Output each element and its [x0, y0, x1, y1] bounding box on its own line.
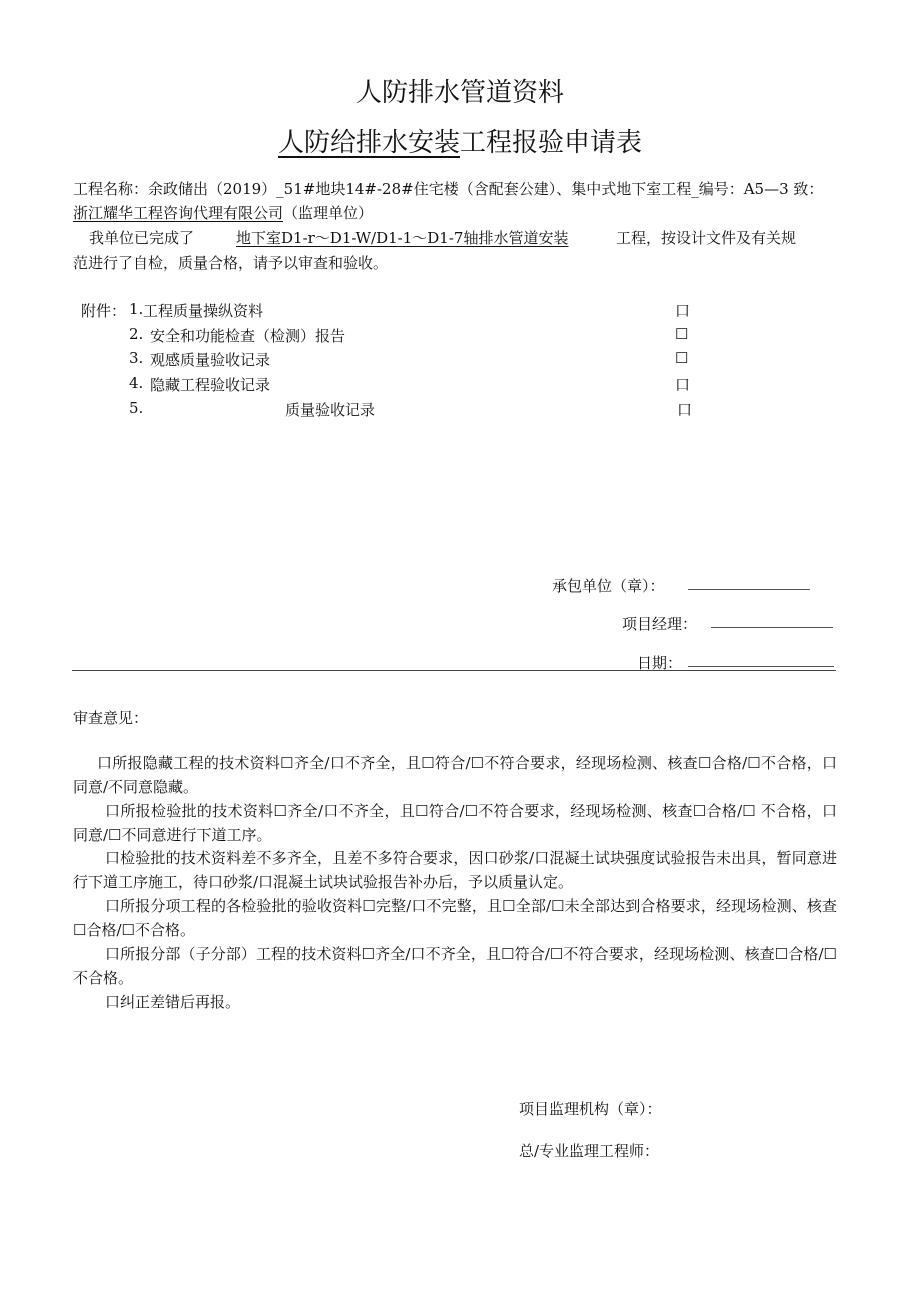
- section-divider: [72, 670, 836, 671]
- review-paragraph: 口所报检验批的技术资料☐齐全/口不齐全，且☐符合/☐不符合要求，经现场检测、核查☐合格/☐ 不合格，口同意/☐不同意进行下道工序。: [73, 802, 837, 844]
- form-title-underlined: 人防给排水安装: [277, 128, 460, 158]
- date-label: 日期：: [637, 654, 683, 672]
- completed-line2: 范进行了自检，质量合格，请予以审查和验收。: [73, 254, 389, 272]
- attachment-text: 工程质量操纵资料: [143, 302, 264, 320]
- review-paragraph: 口所报分部（子分部）工程的技术资料☐齐全/口不齐全，且☐符合/☐不符合要求，经现场检测、核查☐合格/☐不合格。: [73, 945, 837, 987]
- form-title: [0, 122, 920, 159]
- project-manager-blank[interactable]: [711, 613, 833, 628]
- supervisor-line: [73, 202, 373, 223]
- supervisor-name: 浙江耀华工程咨询代理有限公司: [73, 204, 284, 222]
- supervision-engineer-label: 总/专业监理工程师：: [519, 1142, 660, 1160]
- attachment-text: 观感质量验收记录: [150, 351, 271, 369]
- attachment-checkbox[interactable]: 口: [675, 376, 691, 394]
- attachment-checkbox[interactable]: ☐: [675, 325, 689, 343]
- review-paragraph: 口所报分项工程的各检验批的验收资料☐完整/口不完整，且☐全部/☐未全部达到合格要求，经现场检测、核查☐合格/☐不合格。: [73, 897, 837, 939]
- contractor-unit-label: 承包单位（章）：: [552, 577, 665, 595]
- completed-suffix: 工程，按设计文件及有关规: [616, 229, 797, 247]
- attachment-num: 3.: [129, 349, 144, 367]
- contractor-unit-blank[interactable]: [688, 575, 810, 590]
- attachment-checkbox[interactable]: ☐: [675, 349, 689, 367]
- attachment-num: 1.: [129, 300, 144, 318]
- date-blank[interactable]: [688, 652, 834, 667]
- attachment-text: 隐藏工程验收记录: [150, 376, 271, 394]
- page-title: 人防排水管道资料: [355, 78, 564, 108]
- form-title-rest: 工程报验申请表: [460, 128, 643, 158]
- attachments-label: 附件：: [81, 302, 127, 320]
- attachment-checkbox[interactable]: 口: [675, 302, 691, 320]
- supervisor-suffix: （监理单位）: [283, 204, 374, 222]
- review-label: 审查意见：: [73, 709, 149, 727]
- attachment-num: 4.: [129, 374, 144, 392]
- review-paragraph: 口所报隐藏工程的技术资料☐齐全/口不齐全，且☐符合/☐不符合要求，经现场检测、核查☐合格/☐不合格，口同意/不同意隐藏。: [73, 754, 837, 796]
- review-paragraph: 口检验批的技术资料差不多齐全，且差不多符合要求，因口砂浆/口混凝土试块强度试验报告未出具，暂同意进行下道工序施工，待口砂浆/口混凝土试块试验报告补办后，予以质量认定。: [73, 849, 837, 891]
- completed-item: 地下室D1-r～D1-W/D1-1～D1-7轴排水管道安装: [236, 229, 569, 247]
- project-line: 工程名称：余政储出（2019）_51#地块14#-28#住宅楼（含配套公建）、集中式地下室工程_编号：A5—3 致：: [73, 180, 824, 198]
- review-paragraph: 口纠正差错后再报。: [105, 993, 241, 1011]
- supervision-org-label: 项目监理机构（章）：: [519, 1100, 662, 1118]
- attachment-num: 2.: [129, 325, 144, 343]
- project-manager-label: 项目经理：: [622, 615, 698, 633]
- attachment-text: 安全和功能检查（检测）报告: [150, 327, 346, 345]
- completed-prefix: 我单位已完成了: [89, 229, 195, 247]
- attachment-num: 5.: [129, 399, 144, 417]
- attachment-text: 质量验收记录: [285, 401, 376, 419]
- attachment-checkbox[interactable]: 口: [677, 401, 693, 419]
